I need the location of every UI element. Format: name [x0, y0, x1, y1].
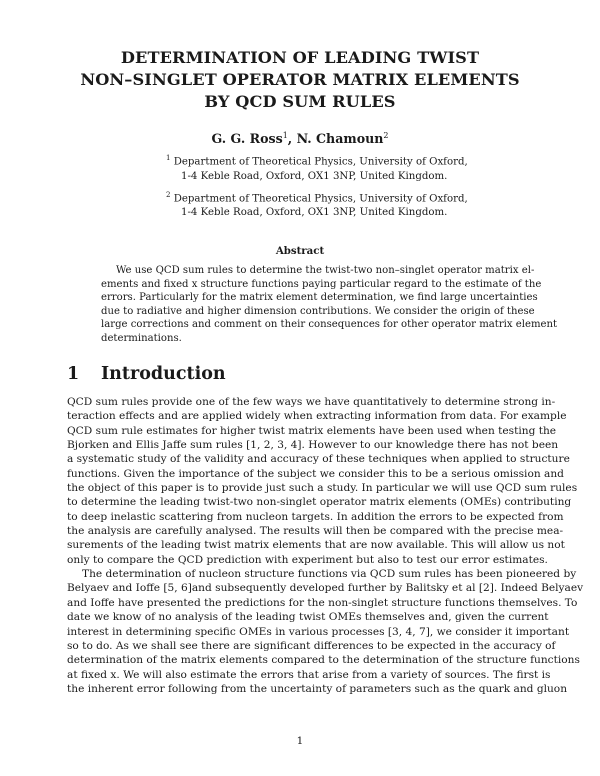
abstract-line: errors. Particularly for the matrix element determination, we find large uncertainties — [101, 292, 538, 303]
affiliation-text: Department of Theoretical Physics, University of Oxford, — [173, 193, 468, 205]
affiliation-address: 1-4 Keble Road, Oxford, OX1 3NP, United Kingdom. — [181, 207, 448, 218]
title-line: NON–SINGLET OPERATOR MATRIX ELEMENTS — [80, 70, 520, 89]
body-line: interest in determining specific OMEs in various processes [3, 4, 7], we consider it important — [67, 625, 570, 638]
affiliation-address: 1-4 Keble Road, Oxford, OX1 3NP, United Kingdom. — [181, 171, 448, 182]
body-line: to determine the leading twist-two non-singlet operator matrix elements (OMEs) contributing — [67, 496, 572, 509]
body-line: to deep inelastic scattering from nucleon targets. In addition the errors to be expected from — [67, 510, 564, 523]
author-name: N. Chamoun — [296, 131, 384, 147]
body-line: date we know of no analysis of the leading twist OMEs themselves and, given the current — [67, 611, 549, 624]
abstract-body — [101, 264, 558, 345]
body-line: QCD sum rules provide one of the few ways we have quantitatively to determine strong in- — [67, 396, 556, 408]
body-line: teraction effects and are applied widely when extracting information from data. For example — [67, 410, 567, 423]
affil-mark: 2 — [166, 191, 171, 199]
body-line: determination of the matrix elements compared to the determination of the structure functions — [67, 654, 580, 667]
abstract-line: ements and fixed x structure functions paying particular regard to the estimate of the — [101, 278, 542, 290]
author-name: G. G. Ross — [211, 131, 283, 147]
body-line: surements of the leading twist matrix elements that are now available. This will allow us not — [67, 539, 565, 552]
body-line: a systematic study of the validity and accuracy of these techniques when applied to structure — [67, 453, 570, 466]
body-line: QCD sum rule estimates for higher twist matrix elements have been used when testing the — [67, 424, 557, 437]
author-affil-mark: 1 — [282, 131, 288, 140]
affiliation-text: Department of Theoretical Physics, University of Oxford, — [173, 156, 468, 168]
affiliation-line — [166, 151, 468, 169]
body-line: the inherent error following from the uncertainty of parameters such as the quark and gluon — [67, 682, 568, 695]
body-line: at fixed x. We will also estimate the errors that arise from a variety of sources. The first is — [67, 668, 551, 681]
body-line: Bjorken and Ellis Jaffe sum rules [1, 2, 3, 4]. However to our knowledge there has not been — [67, 439, 559, 452]
body-line: the object of this paper is to provide just such a study. In particular we will use QCD sum rules — [67, 482, 578, 495]
author-list — [0, 128, 600, 147]
author-affil-mark: 2 — [383, 131, 389, 140]
title-line: BY QCD SUM RULES — [204, 92, 396, 111]
abstract-line: large corrections and comment on their consequences for other operator matrix element — [101, 319, 558, 330]
page-number: 1 — [296, 735, 304, 747]
section-title: Introduction — [101, 364, 226, 384]
body-line: The determination of nucleon structure functions via QCD sum rules has been pioneered by — [82, 568, 577, 581]
paper-title — [60, 47, 540, 113]
affiliation-line — [166, 188, 468, 206]
body-line: and Ioffe have presented the predictions for the non-singlet structure functions themselves. To — [67, 596, 578, 609]
body-line: the analysis are carefully analysed. The results will then be compared with the precise mea- — [67, 525, 564, 538]
body-line: functions. Given the importance of the subject we consider this to be a serious omission and — [67, 467, 564, 480]
section-number: 1 — [67, 364, 80, 384]
body-text — [67, 395, 584, 696]
abstract-line: due to radiative and higher dimension contributions. We consider the origin of these — [101, 305, 535, 317]
abstract-line: We use QCD sum rules to determine the twist-two non–singlet operator matrix el- — [116, 265, 535, 276]
body-line: so to do. As we shall see there are significant differences to be expected in the accuracy of — [67, 639, 556, 652]
title-line: DETERMINATION OF LEADING TWIST — [120, 48, 480, 67]
body-line: Belyaev and Ioffe [5, 6]and subsequently developed further by Balitsky et al [2]. Indeed Belyaev — [67, 582, 584, 595]
author-separator: , — [287, 131, 297, 147]
abstract-line: determinations. — [101, 332, 182, 344]
affil-mark: 1 — [166, 154, 171, 162]
section-heading — [67, 364, 226, 384]
body-line: only to compare the QCD prediction with experiment but also to test our error estimates. — [67, 553, 548, 566]
abstract-heading: Abstract — [275, 245, 325, 257]
